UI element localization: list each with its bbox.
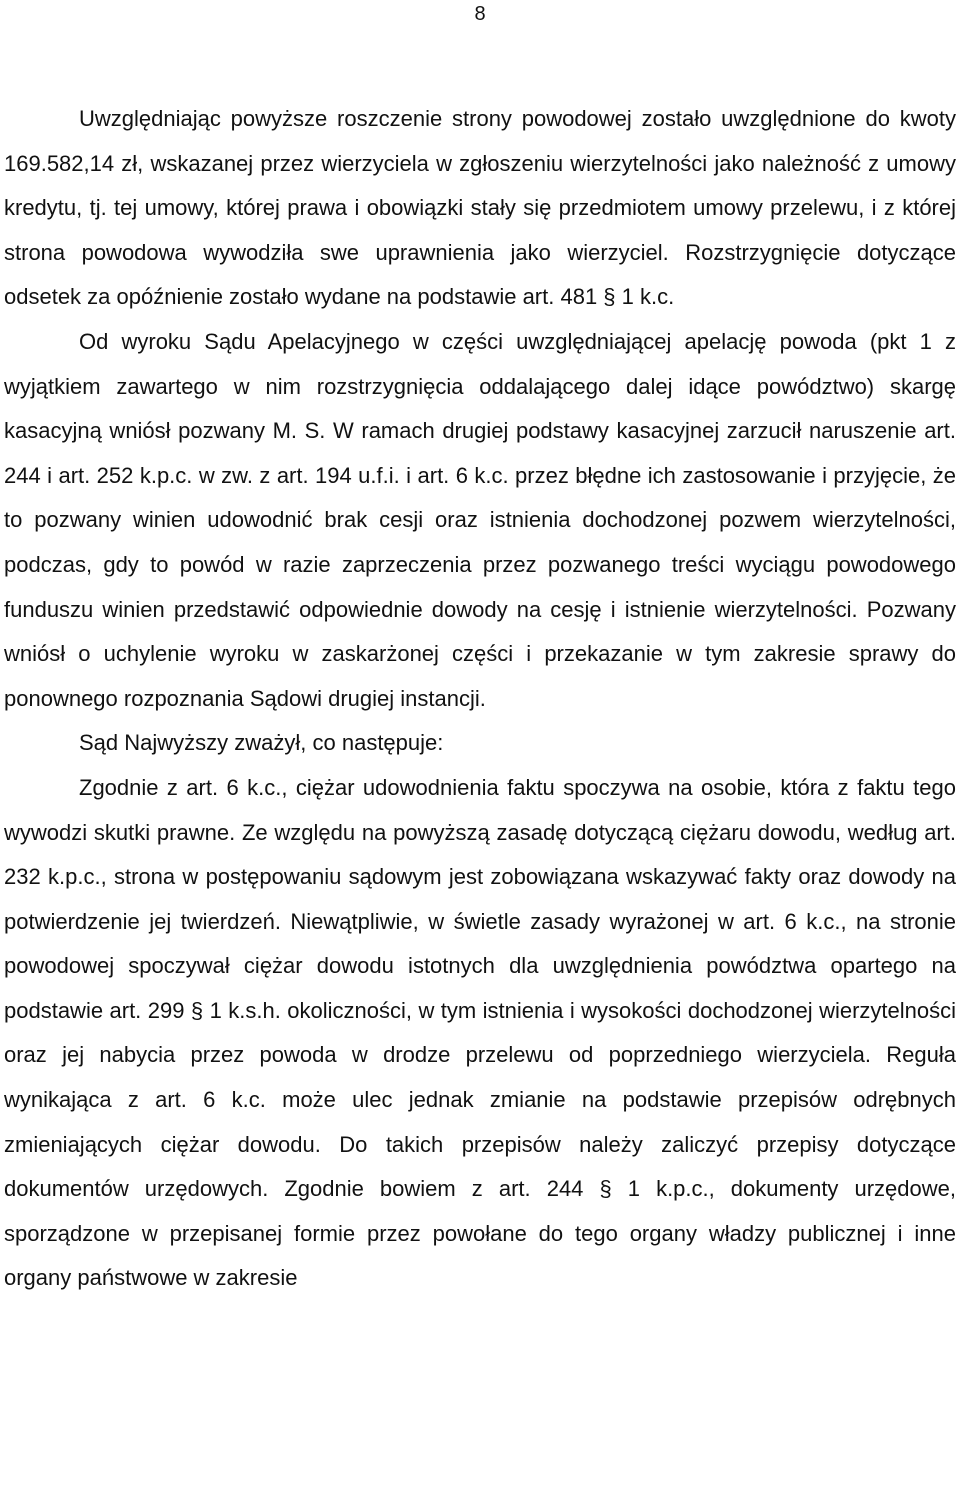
document-body [4, 97, 956, 1301]
paragraph-court-considered: Sąd Najwyższy zważył, co następuje: [79, 730, 444, 756]
paragraph-burden-of-proof: Zgodnie z art. 6 k.c., ciężar udowodnienia faktu spoczywa na osobie, która z faktu tego wywodzi skutki prawne. Ze względu na powyższą zasadę dotyczącą ciężaru dowodu, według art. 232 k.p.c., strona w postępowaniu sądowym jest zobowiązana wskazywać fakty oraz dowody na potwierdzenie jej twierdzeń. Niewątpliwie, w świetle zasady wyrażonej w art. 6 k.c., na stronie powodowej spoczywał ciężar dowodu istotnych dla uwzględnienia powództwa opartego na podstawie art. 299 § 1 k.s.h. okoliczności, w tym istnienia i wysokości dochodzonej wierzytelności oraz jej nabycia przez powoda w drodze przelewu od poprzedniego wierzyciela. Reguła wynikająca z art. 6 k.c. może ulec jednak zmianie na podstawie przepisów odrębnych zmieniających ciężar dowodu. Do takich przepisów należy zaliczyć przepisy dotyczące dokumentów urzędowych. Zgodnie bowiem z art. 244 § 1 k.p.c., dokumenty urzędowe, sporządzone w przepisanej formie przez powołane do tego organy władzy publicznej i inne organy państwowe w zakresie [4, 774, 956, 1291]
paragraph-claim-upheld: Uwzględniając powyższe roszczenie strony powodowej zostało uwzględnione do kwoty 169.582,14 zł, wskazanej przez wierzyciela w zgłoszeniu wierzytelności jako należność z umowy kredytu, tj. tej umowy, której prawa i obowiązki stały się przedmiotem umowy przelewu, i z której strona powodowa wywodziła swe uprawnienia jako wierzyciel. Rozstrzygnięcie dotyczące odsetek za opóźnienie zostało wydane na podstawie art. 481 § 1 k.c. [4, 106, 956, 310]
paragraph-cassation-appeal: Od wyroku Sądu Apelacyjnego w części uwzględniającej apelację powoda (pkt 1 z wyjątkiem zawartego w nim rozstrzygnięcia oddalającego dalej idące powództwo) skargę kasacyjną wniósł pozwany M. S. W ramach drugiej podstawy kasacyjnej zarzucił naruszenie art. 244 i art. 252 k.p.c. w zw. z art. 194 u.f.i. i art. 6 k.c. przez błędne ich zastosowanie i przyjęcie, że to pozwany winien udowodnić brak cesji oraz istnienia dochodzonej pozwem wierzytelności, podczas, gdy to powód w razie zaprzeczenia przez pozwanego treści wyciągu powodowego funduszu winien przedstawić odpowiednie dowody na cesję i istnienie wierzytelności. Pozwany wniósł o uchylenie wyroku w zaskarżonej części i przekazanie w tym zakresie sprawy do ponownego rozpoznania Sądowi drugiej instancji. [4, 328, 956, 711]
page-number: 8 [474, 3, 486, 25]
